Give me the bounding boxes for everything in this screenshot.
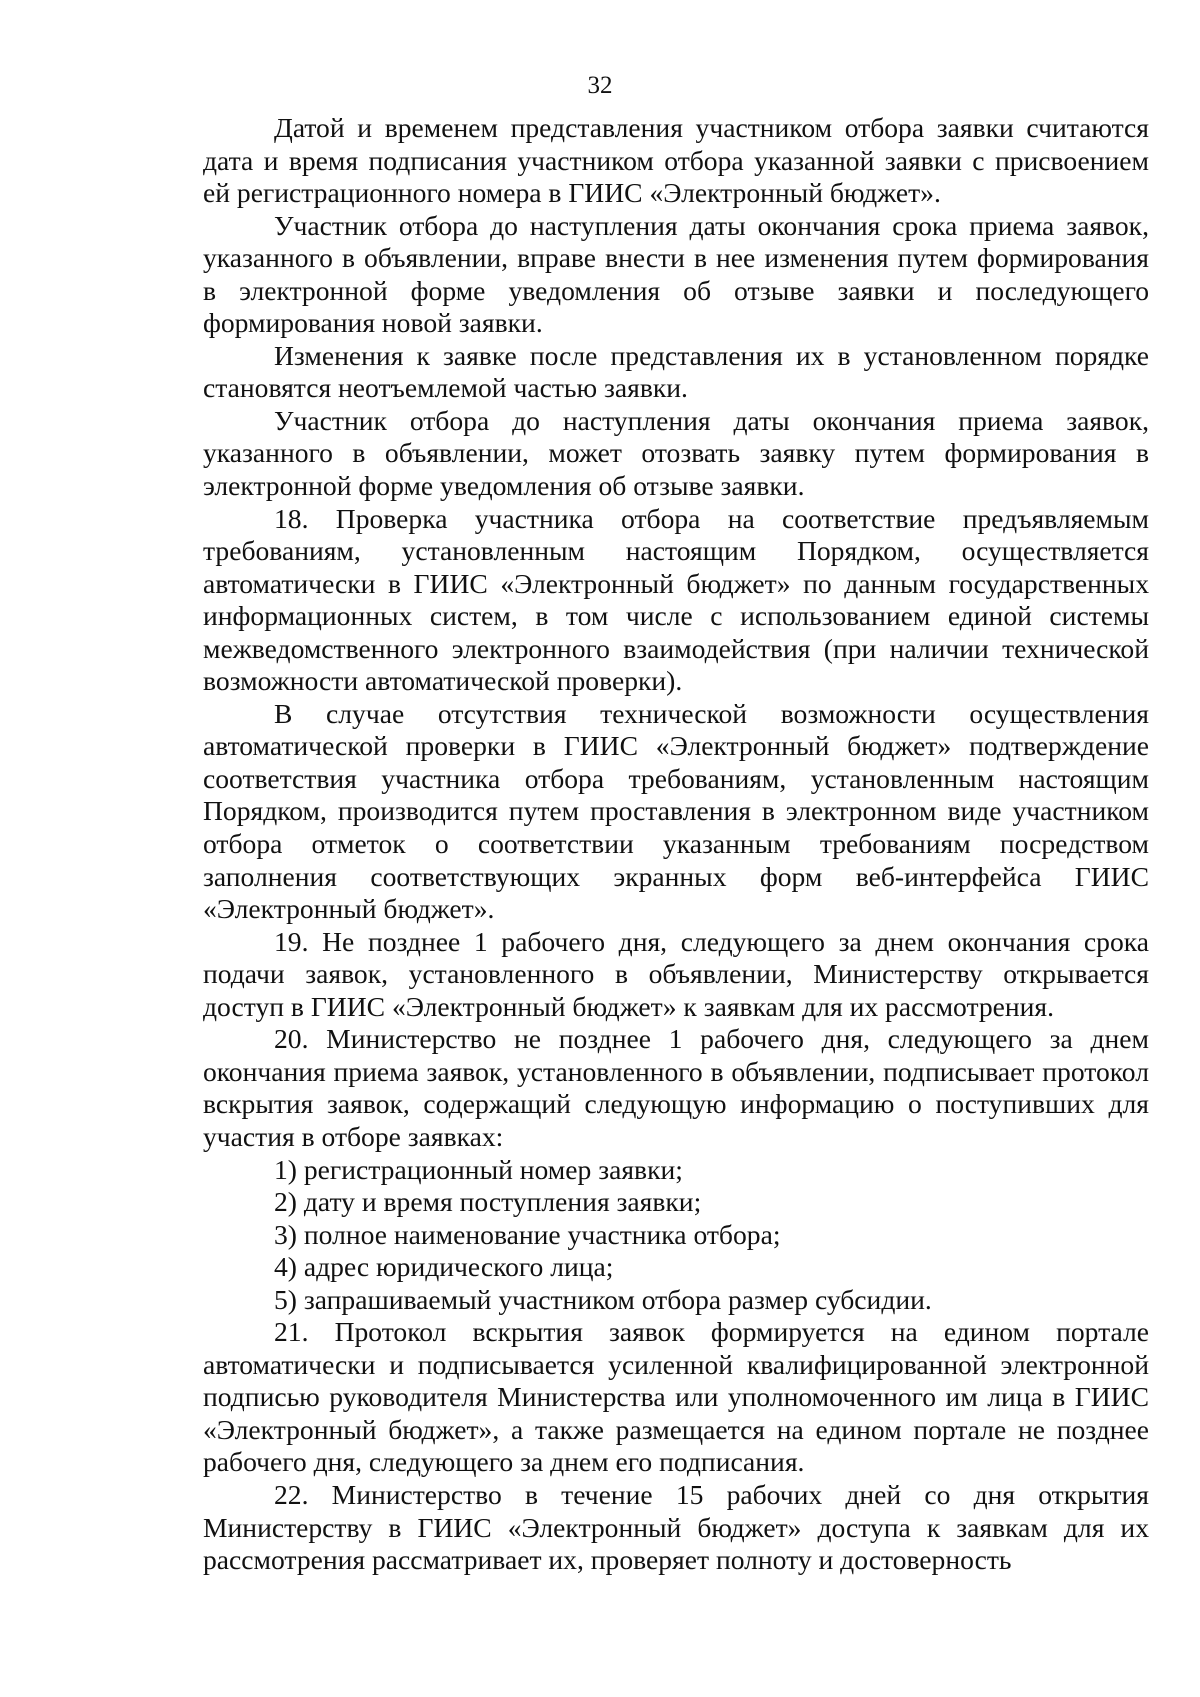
paragraph-changes-part: Изменения к заявке после представления их в установленном порядке становятся неотъемлемой частью заявки. bbox=[203, 339, 1149, 404]
paragraph-item-18: 18. Проверка участника отбора на соответствие предъявляемым требованиям, установленным настоящим Порядком, осуществляется автоматически в ГИИС «Электронный бюджет» по данным государственных информационных систем, в том числе с использованием единой системы межведомственного электронного взаимодействия (при наличии технической возможности автоматической проверки). bbox=[203, 502, 1149, 697]
page-number: 32 bbox=[587, 72, 613, 99]
paragraph-item-19: 19. Не позднее 1 рабочего дня, следующего за днем окончания срока подачи заявок, установленного в объявлении, Министерству открывается доступ в ГИИС «Электронный бюджет» к заявкам для их рассмотрения. bbox=[203, 925, 1149, 1022]
paragraph-item-20: 20. Министерство не позднее 1 рабочего дня, следующего за днем окончания приема заявок, установленного в объявлении, подписывает протокол вскрытия заявок, содержащий следующую информацию о поступивших для участия в отборе заявках: bbox=[203, 1023, 1149, 1152]
list-item-date-time: 2) дату и время поступления заявки; bbox=[274, 1186, 702, 1218]
paragraph-application-changes: Участник отбора до наступления даты окончания срока приема заявок, указанного в объявлении, вправе внести в нее изменения путем формирования в электронной форме уведомления об отзыве заявки и последующего формирования новой заявки. bbox=[203, 209, 1149, 339]
paragraph-withdrawal: Участник отбора до наступления даты окончания приема заявок, указанного в объявлении, может отозвать заявку путем формирования в электронной форме уведомления об отзыве заявки. bbox=[203, 404, 1149, 502]
list-item-subsidy-amount: 5) запрашиваемый участником отбора размер субсидии. bbox=[274, 1283, 932, 1315]
document-body bbox=[203, 112, 1149, 1577]
list-item-participant-name: 3) полное наименование участника отбора; bbox=[274, 1218, 781, 1250]
paragraph-manual-check: В случае отсутствия технической возможности осуществления автоматической проверки в ГИИС «Электронный бюджет» подтверждение соответствия участника отбора требованиям, установленным настоящим Порядком, производится путем проставления в электронном виде участником отбора отметок о соответствии указанным требованиям посредством заполнения соответствующих экранных форм веб-интерфейса ГИИС «Электронный бюджет». bbox=[203, 697, 1149, 925]
list-item-registration-number: 1) регистрационный номер заявки; bbox=[274, 1153, 683, 1185]
paragraph-submission-date: Датой и временем представления участником отбора заявки считаются дата и время подписания участником отбора указанной заявки с присвоением ей регистрационного номера в ГИИС «Электронный бюджет». bbox=[203, 112, 1149, 209]
paragraph-item-21: 21. Протокол вскрытия заявок формируется на едином портале автоматически и подписывается усиленной квалифицированной электронной подписью руководителя Министерства или уполномоченного им лица в ГИИС «Электронный бюджет», а также размещается на едином портале не позднее рабочего дня, следующего за днем его подписания. bbox=[203, 1316, 1149, 1478]
list-item-legal-address: 4) адрес юридического лица; bbox=[274, 1251, 614, 1283]
paragraph-item-22: 22. Министерство в течение 15 рабочих дней со дня открытия Министерству в ГИИС «Электронный бюджет» доступа к заявкам для их рассмотрения рассматривает их, проверяет полноту и достоверность bbox=[203, 1478, 1149, 1576]
